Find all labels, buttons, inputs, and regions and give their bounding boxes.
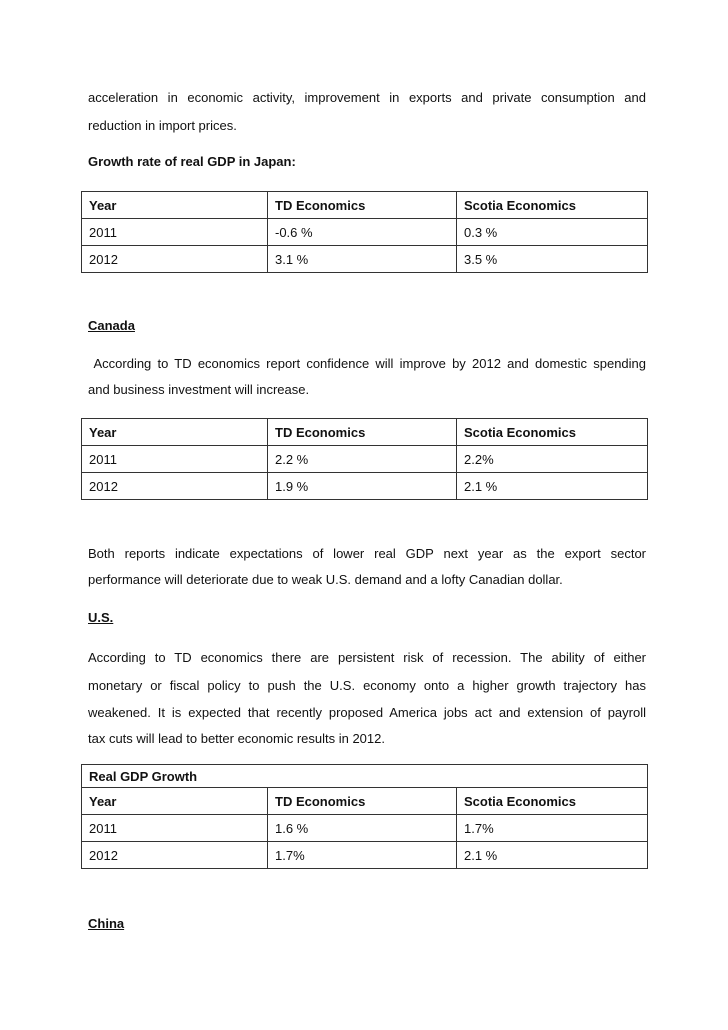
canada-summary-line-2: performance will deteriorate due to weak U.S. demand and a lofty Canadian dollar. <box>88 572 563 587</box>
header-year: Year <box>82 192 268 219</box>
cell-td: 2.2 % <box>268 446 457 473</box>
cell-year: 2012 <box>82 246 268 273</box>
canada-heading: Canada <box>88 318 135 333</box>
table-row <box>82 246 648 273</box>
table-header-row <box>82 192 648 219</box>
cell-year: 2011 <box>82 219 268 246</box>
cell-td: 1.7% <box>268 842 457 869</box>
table-header-row <box>82 419 648 446</box>
header-td-economics: TD Economics <box>268 788 457 815</box>
header-scotia-economics: Scotia Economics <box>457 419 648 446</box>
cell-scotia: 2.2% <box>457 446 648 473</box>
cell-td: 1.9 % <box>268 473 457 500</box>
china-heading: China <box>88 916 125 931</box>
cell-year: 2011 <box>82 446 268 473</box>
header-scotia-economics: Scotia Economics <box>457 192 648 219</box>
us-para-line-1: According to TD economics there are persistent risk of recession. The ability of either <box>88 650 646 665</box>
cell-td: -0.6 % <box>268 219 457 246</box>
cell-year: 2011 <box>82 815 268 842</box>
us-para-line-3: weakened. It is expected that recently proposed America jobs act and extension of payroll <box>88 705 646 720</box>
cell-scotia: 2.1 % <box>457 473 648 500</box>
cell-scotia: 2.1 % <box>457 842 648 869</box>
header-td-economics: TD Economics <box>268 419 457 446</box>
canada-para-line-1: According to TD economics report confidence will improve by 2012 and domestic spending <box>88 356 646 371</box>
cell-scotia: 3.5 % <box>457 246 648 273</box>
canada-gdp-table <box>81 418 648 500</box>
us-para-line-2: monetary or fiscal policy to push the U.S. economy onto a higher growth trajectory has <box>88 678 646 693</box>
header-scotia-economics: Scotia Economics <box>457 788 648 815</box>
table-row <box>82 446 648 473</box>
table-row <box>82 842 648 869</box>
table-row <box>82 473 648 500</box>
cell-year: 2012 <box>82 842 268 869</box>
table-title: Real GDP Growth <box>82 765 648 788</box>
cell-td: 3.1 % <box>268 246 457 273</box>
canada-summary-line-1: Both reports indicate expectations of lower real GDP next year as the export sector <box>88 546 646 561</box>
cell-year: 2012 <box>82 473 268 500</box>
cell-scotia: 1.7% <box>457 815 648 842</box>
us-heading: U.S. <box>88 610 114 625</box>
japan-gdp-table <box>81 191 648 273</box>
japan-heading: Growth rate of real GDP in Japan: <box>88 154 296 169</box>
header-year: Year <box>82 419 268 446</box>
header-year: Year <box>82 788 268 815</box>
canada-para-line-2: and business investment will increase. <box>88 382 310 397</box>
cell-td: 1.6 % <box>268 815 457 842</box>
table-row <box>82 219 648 246</box>
cell-scotia: 0.3 % <box>457 219 648 246</box>
intro-line-2: reduction in import prices. <box>88 118 237 133</box>
table-title-row <box>82 765 648 788</box>
us-gdp-table <box>81 764 648 869</box>
us-para-line-4: tax cuts will lead to better economic results in 2012. <box>88 731 385 746</box>
header-td-economics: TD Economics <box>268 192 457 219</box>
table-header-row <box>82 788 648 815</box>
table-row <box>82 815 648 842</box>
intro-line-1: acceleration in economic activity, improvement in exports and private consumption and <box>88 90 646 105</box>
